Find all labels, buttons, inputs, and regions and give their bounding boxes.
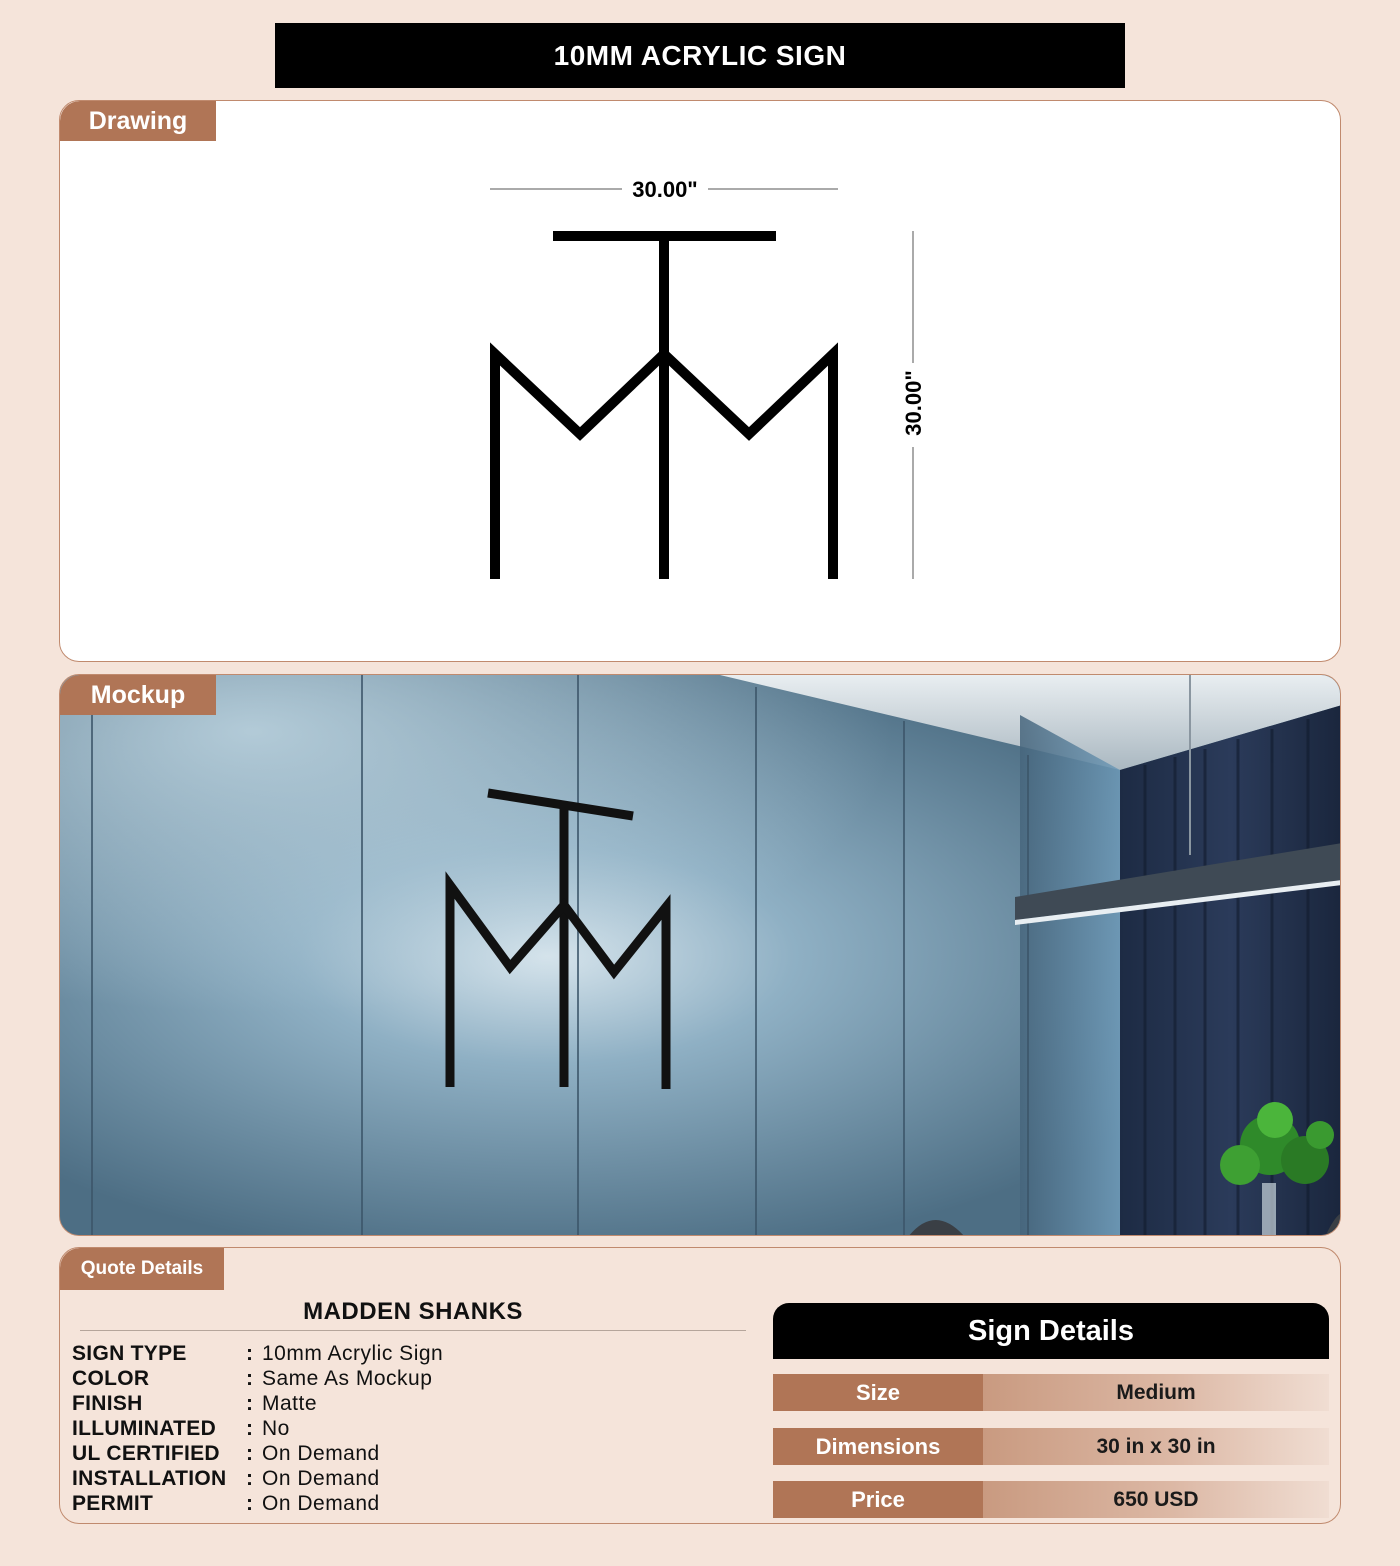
spec-value: No — [262, 1416, 290, 1440]
spec-row — [72, 1391, 443, 1416]
detail-row-price — [773, 1481, 1329, 1518]
spec-key: PERMIT — [72, 1491, 154, 1515]
drawing-panel — [59, 100, 1341, 662]
spec-key: COLOR — [72, 1366, 150, 1390]
spec-row — [72, 1441, 443, 1466]
spec-value: 10mm Acrylic Sign — [262, 1341, 444, 1365]
detail-label: Size — [773, 1374, 983, 1411]
spec-value: Same As Mockup — [262, 1366, 433, 1390]
width-dimension-label: 30.00" — [632, 177, 698, 202]
page-title: 10MM ACRYLIC SIGN — [275, 23, 1125, 88]
detail-value: 30 in x 30 in — [983, 1428, 1329, 1465]
spec-row — [72, 1366, 443, 1391]
spec-key: SIGN TYPE — [72, 1341, 187, 1365]
client-divider — [80, 1330, 746, 1331]
spec-colon: : — [246, 1366, 253, 1390]
mockup-image — [60, 675, 1341, 1236]
sign-details-title: Sign Details — [773, 1303, 1329, 1359]
spec-colon: : — [246, 1391, 253, 1415]
client-name: MADDEN SHANKS — [303, 1298, 523, 1325]
spec-key: FINISH — [72, 1391, 143, 1415]
spec-key: UL CERTIFIED — [72, 1441, 220, 1465]
spec-row — [72, 1466, 443, 1491]
spec-row — [72, 1491, 443, 1516]
detail-label: Dimensions — [773, 1428, 983, 1465]
spec-value: Matte — [262, 1391, 318, 1415]
quote-tab: Quote Details — [60, 1248, 224, 1290]
detail-row-size — [773, 1374, 1329, 1411]
spec-colon: : — [246, 1441, 253, 1465]
detail-value: Medium — [983, 1374, 1329, 1411]
quote-panel — [59, 1247, 1341, 1524]
spec-row — [72, 1341, 443, 1366]
spec-list — [72, 1341, 443, 1516]
spec-value: On Demand — [262, 1466, 380, 1490]
mockup-tab: Mockup — [60, 675, 216, 715]
spec-colon: : — [246, 1416, 253, 1440]
spec-value: On Demand — [262, 1441, 380, 1465]
tmm-logo-drawing — [495, 236, 833, 579]
spec-colon: : — [246, 1491, 253, 1515]
detail-label: Price — [773, 1481, 983, 1518]
detail-value: 650 USD — [983, 1481, 1329, 1518]
spec-colon: : — [246, 1341, 253, 1365]
spec-key: ILLUMINATED — [72, 1416, 217, 1440]
spec-key: INSTALLATION — [72, 1466, 227, 1490]
spec-value: On Demand — [262, 1491, 380, 1515]
height-dimension-label: 30.00" — [901, 370, 926, 436]
mockup-panel — [59, 674, 1341, 1236]
drawing-tab: Drawing — [60, 101, 216, 141]
spec-row — [72, 1416, 443, 1441]
detail-row-dimensions — [773, 1428, 1329, 1465]
drawing-canvas — [60, 101, 1341, 662]
spec-colon: : — [246, 1466, 253, 1490]
